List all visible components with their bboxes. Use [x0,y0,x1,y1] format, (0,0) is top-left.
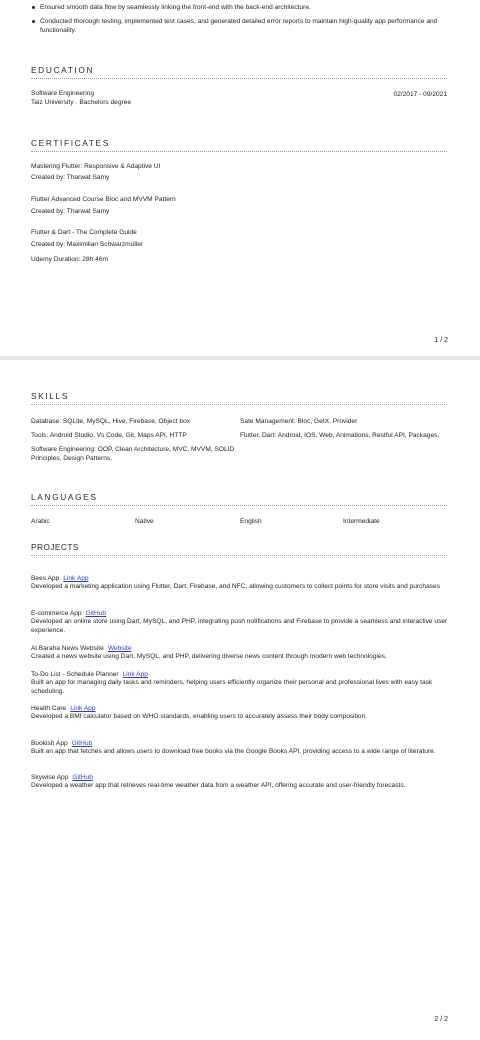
languages-heading: LANGUAGES [31,492,98,502]
project-name: Bookish App [31,740,68,747]
section-divider [31,151,447,152]
project-link[interactable]: Link App [63,575,89,582]
language-name: Arabic [31,518,50,525]
certificates-heading: CERTIFICATES [31,138,110,148]
certificate-name: Flutter & Dart - The Complete Guide [31,229,137,236]
certificate-name: Mastering Flutter: Responsive & Adaptive UI [31,163,161,170]
language-name: English [240,518,262,525]
project-name: Skywise App [31,774,69,781]
project-description: Created a news website using Dart, MySQL, and PHP, delivering diverse news content through modern web technologies. [31,653,387,660]
page-number: 2 / 2 [434,1016,448,1023]
education-degree: Software Engineering [31,90,95,97]
project-description: Developed a BMI calculator based on WHO standards, enabling users to accurately assess their body composition. [31,713,368,720]
project-name: Bees App [31,575,60,582]
bullet-dot [32,20,35,23]
projects-heading: PROJECTS [31,542,79,552]
project-link[interactable]: Link App [122,671,148,678]
section-divider [31,78,447,79]
section-divider [31,505,447,506]
project-description: Developed a marketing application using Flutter, Dart, Firebase, and NFC, allowing customers to collect points for store visits and purchases [31,583,441,590]
bullet-dot [32,6,35,9]
project-description: Developed a weather app that retrieves real-time weather data from a weather API, offering accurate and user-friendly forecasts. [31,782,406,789]
language-level: Native [135,518,154,525]
resume-page-1 [0,0,480,356]
project-name: To-Do List - Schedule Planner [31,671,119,678]
project-name: Al Baraha News Website [31,645,104,652]
skill-line: Database: SQLite, MySQL, Hive, Firebase, Object box [31,418,191,425]
education-dates: 02/2017 - 09/2021 [393,91,447,98]
certificate-duration: Udemy Duration: 28h 46m [31,256,108,263]
project-link[interactable]: GitHub [72,774,93,781]
section-divider [31,555,447,556]
certificate-author: Created by: Tharwat Samy [31,174,110,181]
resume-page-2 [0,360,480,1040]
page-number: 1 / 2 [434,337,448,344]
project-description: Built an app for managing daily tasks and reminders, helping users efficiently organize their personal and professional lives with easy task scheduling. [31,679,433,695]
education-school: Taiz University · Bachelors degree [31,99,132,106]
experience-bullet: Conducted thorough testing, implemented test cases, and generated detailed error reports to maintain high-quality app performance and functionality. [40,18,438,34]
project-link[interactable]: Link App [70,705,96,712]
skill-line: Tools: Android Studio, Vs Code, Git, Maps API, HTTP [31,432,187,439]
project-link[interactable]: Website [107,645,132,652]
project-link[interactable]: GitHub [71,740,93,747]
section-divider [31,404,447,405]
education-heading: EDUCATION [31,65,95,75]
skills-heading: SKILLS [31,391,70,401]
project-name: Health Care [31,705,67,712]
certificate-author: Created by: Maximilian Schwarzmüller [31,241,144,248]
language-level: Intermediate [343,518,380,525]
project-link[interactable]: GitHub [85,610,107,617]
skill-line: Sate Management: Bloc, GetX, Provider [240,418,358,425]
experience-bullet: Ensured smooth data flow by seamlessly linking the front-end with the back-end architecture. [40,4,311,11]
skill-line: Flutter, Dart: Android, IOS, Web, Animations, Restful API, Packages, [240,432,440,439]
project-description: Developed an online store using Dart, MySQL, and PHP, integrating push notifications and Firebase to provide a seamless and interactive user experience. [31,618,448,634]
project-description: Built an app that fetches and allows users to download free books via the Google Books API, providing access to a wide range of literature. [31,748,436,755]
project-name: E-commerce App [31,610,82,617]
certificate-name: Flutter Advanced Course Bloc and MVVM Pattern [31,196,176,203]
skill-line: Software Engineering: OOP, Clean Architecture, MVC, MVVM, SOLID Principles, Design Patterns, [31,446,235,462]
certificate-author: Created by: Tharwat Samy [31,208,110,215]
